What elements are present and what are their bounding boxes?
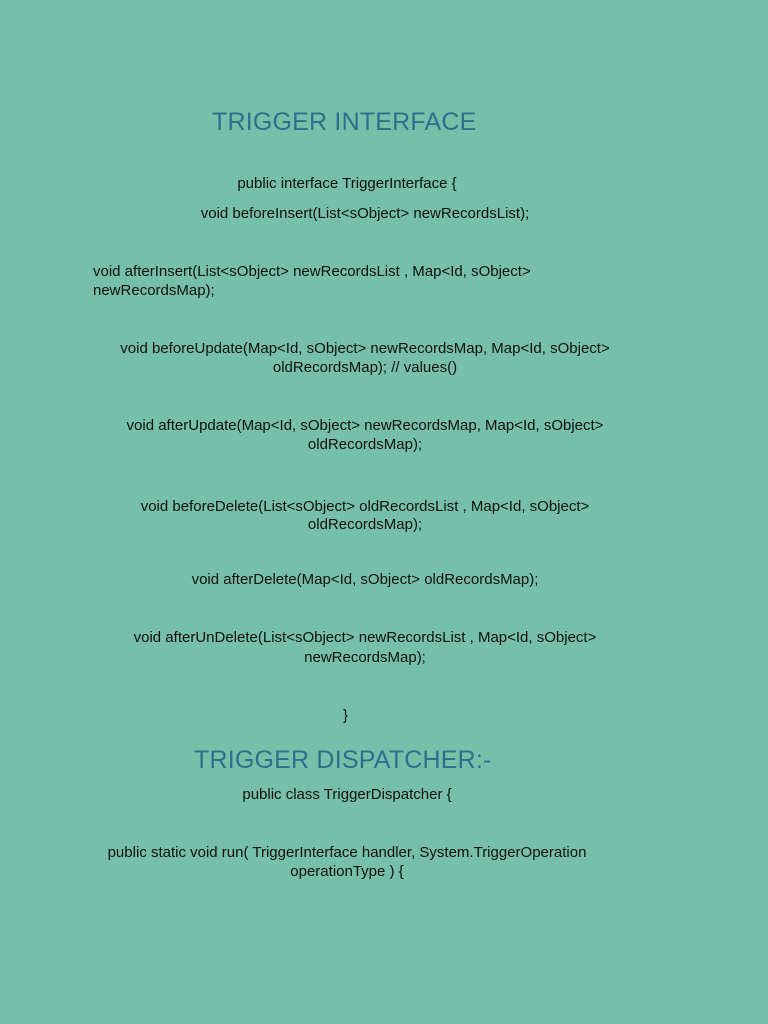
dispatcher-run-line1: public static void run( TriggerInterface handler, System.TriggerOperation: [107, 844, 587, 861]
interface-declaration: public interface TriggerInterface {: [237, 175, 457, 192]
method-before-update-line1: void beforeUpdate(Map<Id, sObject> newRecordsMap, Map<Id, sObject>: [120, 340, 610, 357]
method-after-undelete-line2: newRecordsMap);: [304, 649, 426, 666]
method-after-update-line2: oldRecordsMap);: [307, 436, 423, 453]
dispatcher-heading: TRIGGER DISPATCHER:-: [194, 746, 492, 774]
method-before-insert: void beforeInsert(List<sObject> newRecordsList);: [200, 205, 530, 222]
method-after-undelete-line1: void afterUnDelete(List<sObject> newRecordsList , Map<Id, sObject>: [133, 629, 597, 646]
dispatcher-declaration: public class TriggerDispatcher {: [242, 786, 452, 803]
interface-heading: TRIGGER INTERFACE: [212, 108, 477, 136]
method-before-delete-line2: oldRecordsMap);: [307, 516, 423, 533]
method-before-delete-line1: void beforeDelete(List<sObject> oldRecordsList , Map<Id, sObject>: [140, 498, 590, 515]
method-after-insert-line2: newRecordsMap);: [93, 282, 215, 299]
method-before-update-line2: oldRecordsMap); // values(): [272, 359, 458, 376]
method-after-delete: void afterDelete(Map<Id, sObject> oldRecordsMap);: [191, 571, 539, 588]
interface-closing-brace: }: [343, 707, 349, 724]
dispatcher-run-line2: operationType ) {: [290, 863, 404, 880]
method-after-insert-line1: void afterInsert(List<sObject> newRecordsList , Map<Id, sObject>: [93, 263, 531, 280]
method-after-update-line1: void afterUpdate(Map<Id, sObject> newRecordsMap, Map<Id, sObject>: [126, 417, 604, 434]
